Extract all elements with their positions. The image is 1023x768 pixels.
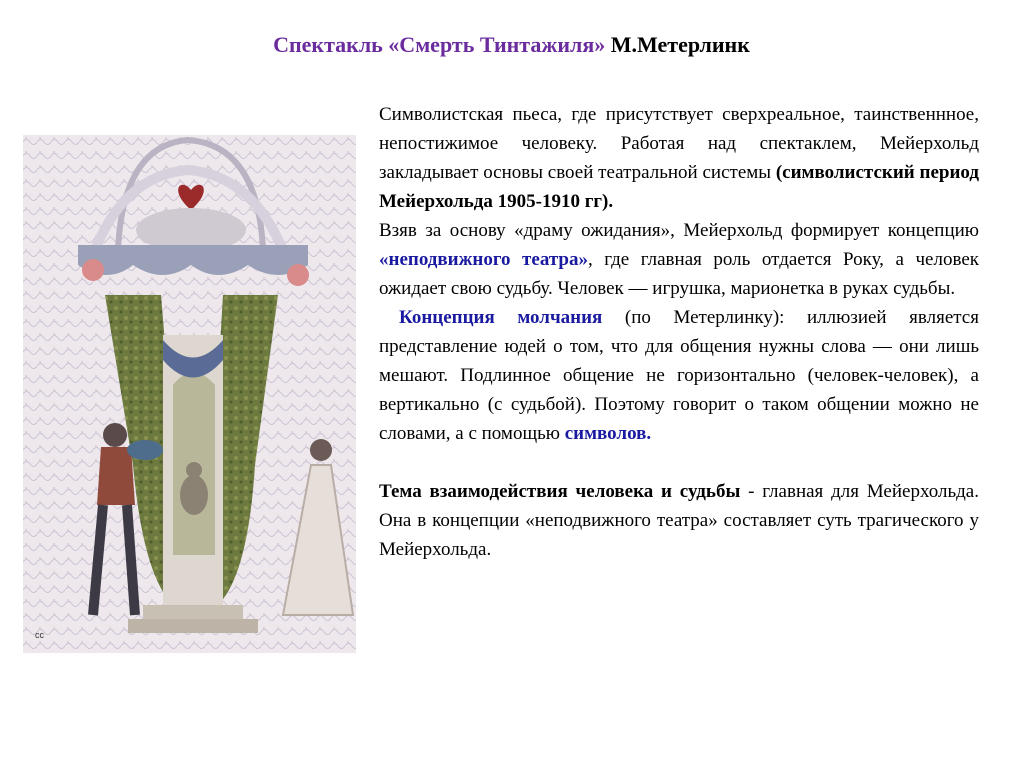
paragraph-static-theatre <box>379 216 979 303</box>
paragraph-intro <box>379 100 979 216</box>
paragraph-silence <box>379 303 979 448</box>
stage-design-artwork <box>23 135 356 653</box>
title-author: М.Метерлинк <box>610 32 750 57</box>
theme-text: - главная для Мейерхольда. Она в концепции «неподвижного театра» составляет суть трагического у Мейерхольда. <box>379 481 979 560</box>
intro-period: (символистский период Мейерхольда 1905-1910 гг). <box>379 162 979 212</box>
slide-title <box>0 32 1023 58</box>
static-theatre-pre: Взяв за основу «драму ожидания», Мейерхольд формирует концепцию <box>379 220 979 241</box>
intro-text: Символистская пьеса, где присутствует сверхреальное, таинственнное, непостижимое человеку. Работая над спектаклем, Мейерхольд закладывает основы своей театральной системы <box>379 104 979 183</box>
title-play-name: Спектакль «Смерть Тинтажиля» <box>273 32 606 57</box>
silence-term: Концепция молчания <box>399 307 603 328</box>
static-theatre-post: , где главная роль отдается Року, а человек ожидает свою судьбу. Человек — игрушка, марионетка в руках судьбы. <box>379 249 979 299</box>
silence-text: (по Метерлинку): иллюзией является представление юдей о том, что для общения нужны слова — они лишь мешают. Подлинное общение не горизонтально (человек-человек), а вертикально (с судьбой). Поэтому говорит о таком общении можно не словами, а с помощью <box>379 307 979 444</box>
symbols-term: символов. <box>564 423 652 444</box>
theme-term: Тема взаимодействия человека и судьбы <box>379 481 741 502</box>
slide-body <box>379 100 979 564</box>
stage-design-painting-icon <box>23 135 356 653</box>
paragraph-theme <box>379 477 979 564</box>
static-theatre-term: «неподвижного театра» <box>379 249 588 270</box>
artwork-signature: cc <box>35 630 44 640</box>
